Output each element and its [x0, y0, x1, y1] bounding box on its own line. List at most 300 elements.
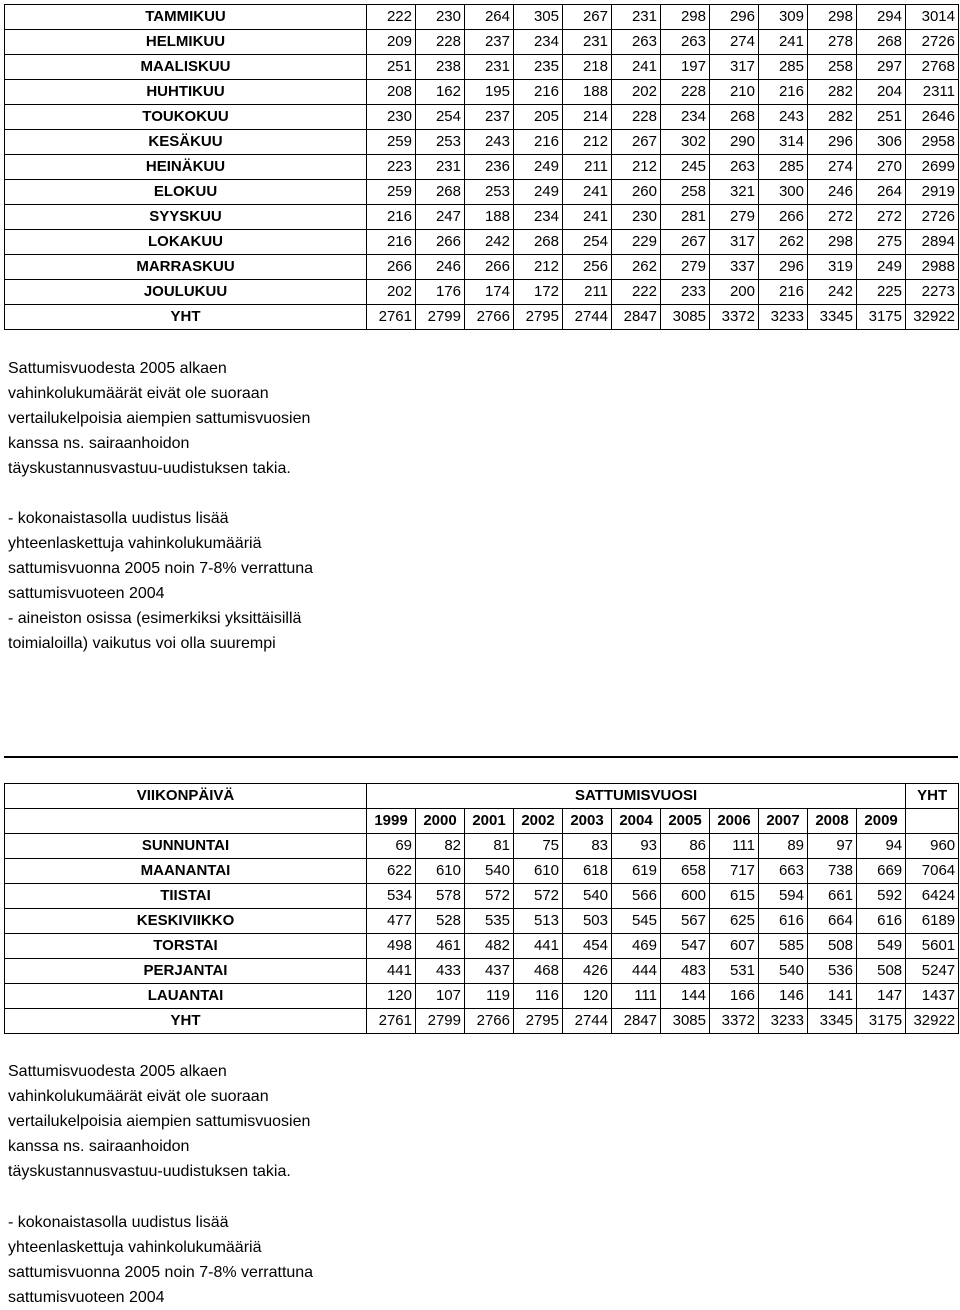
value-cell: 231 — [563, 30, 612, 55]
value-cell: 572 — [465, 884, 514, 909]
value-cell: 209 — [367, 30, 416, 55]
value-cell: 147 — [857, 984, 906, 1009]
value-cell: 437 — [465, 959, 514, 984]
value-cell: 216 — [367, 230, 416, 255]
value-cell: 162 — [416, 80, 465, 105]
value-cell: 205 — [514, 105, 563, 130]
value-cell: 616 — [857, 909, 906, 934]
note-line: yhteenlaskettuja vahinkolukumääriä — [8, 535, 262, 552]
year-header: 2002 — [514, 809, 563, 834]
value-cell: 216 — [759, 80, 808, 105]
value-cell: 251 — [857, 105, 906, 130]
value-cell: 337 — [710, 255, 759, 280]
value-cell: 2744 — [563, 305, 612, 330]
empty-cell — [906, 809, 959, 834]
year-header: 2006 — [710, 809, 759, 834]
value-cell: 241 — [612, 55, 661, 80]
value-cell: 211 — [563, 280, 612, 305]
value-cell: 317 — [710, 230, 759, 255]
value-cell: 275 — [857, 230, 906, 255]
row-label: HEINÄKUU — [5, 155, 367, 180]
value-cell: 266 — [759, 205, 808, 230]
weekday-table-body — [5, 834, 959, 1034]
value-cell: 195 — [465, 80, 514, 105]
row-label: LAUANTAI — [5, 984, 367, 1009]
value-cell: 32922 — [906, 1009, 959, 1034]
value-cell: 249 — [857, 255, 906, 280]
value-cell: 258 — [661, 180, 710, 205]
value-cell: 259 — [367, 180, 416, 205]
value-cell: 272 — [808, 205, 857, 230]
value-cell: 230 — [612, 205, 661, 230]
value-cell: 188 — [563, 80, 612, 105]
value-cell: 238 — [416, 55, 465, 80]
note-line: vahinkolukumäärät eivät ole suoraan — [8, 385, 269, 402]
value-cell: 305 — [514, 5, 563, 30]
value-cell: 2795 — [514, 1009, 563, 1034]
note-line: toimialoilla) vaikutus voi olla suurempi — [8, 635, 276, 652]
row-label: MARRASKUU — [5, 255, 367, 280]
value-cell: 610 — [416, 859, 465, 884]
value-cell: 119 — [465, 984, 514, 1009]
value-cell: 528 — [416, 909, 465, 934]
monthly-table-body — [5, 5, 959, 330]
value-cell: 3175 — [857, 1009, 906, 1034]
value-cell: 285 — [759, 55, 808, 80]
value-cell: 249 — [514, 155, 563, 180]
value-cell: 216 — [514, 80, 563, 105]
table-row — [5, 959, 959, 984]
value-cell: 2726 — [906, 30, 959, 55]
table-row — [5, 909, 959, 934]
value-cell: 321 — [710, 180, 759, 205]
value-cell: 230 — [367, 105, 416, 130]
value-cell: 592 — [857, 884, 906, 909]
value-cell: 253 — [465, 180, 514, 205]
value-cell: 237 — [465, 30, 514, 55]
value-cell: 281 — [661, 205, 710, 230]
value-cell: 267 — [661, 230, 710, 255]
row-label: MAALISKUU — [5, 55, 367, 80]
value-cell: 172 — [514, 280, 563, 305]
row-label: KESÄKUU — [5, 130, 367, 155]
table-row — [5, 280, 959, 305]
value-cell: 6189 — [906, 909, 959, 934]
value-cell: 278 — [808, 30, 857, 55]
value-cell: 268 — [514, 230, 563, 255]
value-cell: 176 — [416, 280, 465, 305]
value-cell: 251 — [367, 55, 416, 80]
value-cell: 1437 — [906, 984, 959, 1009]
value-cell: 210 — [710, 80, 759, 105]
value-cell: 309 — [759, 5, 808, 30]
value-cell: 317 — [710, 55, 759, 80]
note-block-4 — [8, 1210, 313, 1310]
value-cell: 454 — [563, 934, 612, 959]
value-cell: 222 — [612, 280, 661, 305]
header-total: YHT — [906, 784, 959, 809]
value-cell: 2847 — [612, 305, 661, 330]
note-line: sattumisvuonna 2005 noin 7-8% verrattuna — [8, 560, 314, 577]
value-cell: 111 — [612, 984, 661, 1009]
value-cell: 2768 — [906, 55, 959, 80]
value-cell: 230 — [416, 5, 465, 30]
value-cell: 3345 — [808, 305, 857, 330]
table-row — [5, 155, 959, 180]
value-cell: 296 — [808, 130, 857, 155]
value-cell: 298 — [661, 5, 710, 30]
value-cell: 302 — [661, 130, 710, 155]
value-cell: 262 — [759, 230, 808, 255]
row-label: TAMMIKUU — [5, 5, 367, 30]
value-cell: 264 — [465, 5, 514, 30]
value-cell: 572 — [514, 884, 563, 909]
value-cell: 222 — [367, 5, 416, 30]
value-cell: 247 — [416, 205, 465, 230]
value-cell: 540 — [759, 959, 808, 984]
value-cell: 120 — [563, 984, 612, 1009]
value-cell: 225 — [857, 280, 906, 305]
year-header: 2004 — [612, 809, 661, 834]
value-cell: 319 — [808, 255, 857, 280]
value-cell: 263 — [612, 30, 661, 55]
value-cell: 738 — [808, 859, 857, 884]
header-row-years — [5, 809, 959, 834]
note-line: sattumisvuonna 2005 noin 7-8% verrattuna — [8, 1264, 314, 1281]
value-cell: 242 — [465, 230, 514, 255]
value-cell: 208 — [367, 80, 416, 105]
value-cell: 89 — [759, 834, 808, 859]
value-cell: 256 — [563, 255, 612, 280]
value-cell: 228 — [612, 105, 661, 130]
value-cell: 2273 — [906, 280, 959, 305]
row-label: ELOKUU — [5, 180, 367, 205]
value-cell: 661 — [808, 884, 857, 909]
value-cell: 69 — [367, 834, 416, 859]
value-cell: 298 — [808, 5, 857, 30]
value-cell: 469 — [612, 934, 661, 959]
value-cell: 594 — [759, 884, 808, 909]
table-row — [5, 1009, 959, 1034]
note-line: - kokonaistasolla uudistus lisää — [8, 510, 229, 527]
value-cell: 441 — [367, 959, 416, 984]
value-cell: 483 — [661, 959, 710, 984]
table-row — [5, 205, 959, 230]
value-cell: 107 — [416, 984, 465, 1009]
value-cell: 540 — [563, 884, 612, 909]
value-cell: 2311 — [906, 80, 959, 105]
value-cell: 503 — [563, 909, 612, 934]
value-cell: 498 — [367, 934, 416, 959]
value-cell: 204 — [857, 80, 906, 105]
note-line: täyskustannusvastuu-uudistuksen takia. — [8, 460, 291, 477]
value-cell: 297 — [857, 55, 906, 80]
value-cell: 536 — [808, 959, 857, 984]
table-row — [5, 255, 959, 280]
value-cell: 3085 — [661, 305, 710, 330]
value-cell: 535 — [465, 909, 514, 934]
value-cell: 214 — [563, 105, 612, 130]
table-row — [5, 130, 959, 155]
row-label: JOULUKUU — [5, 280, 367, 305]
header-accident-year: SATTUMISVUOSI — [367, 784, 906, 809]
note-line: sattumisvuoteen 2004 — [8, 585, 165, 602]
value-cell: 266 — [416, 230, 465, 255]
value-cell: 2726 — [906, 205, 959, 230]
value-cell: 241 — [759, 30, 808, 55]
note-line: sattumisvuoteen 2004 — [8, 1289, 165, 1306]
value-cell: 545 — [612, 909, 661, 934]
value-cell: 245 — [661, 155, 710, 180]
year-header: 2000 — [416, 809, 465, 834]
value-cell: 197 — [661, 55, 710, 80]
value-cell: 200 — [710, 280, 759, 305]
value-cell: 254 — [416, 105, 465, 130]
value-cell: 282 — [808, 105, 857, 130]
year-header: 1999 — [367, 809, 416, 834]
value-cell: 298 — [808, 230, 857, 255]
value-cell: 216 — [759, 280, 808, 305]
row-label: YHT — [5, 305, 367, 330]
row-label: TOUKOKUU — [5, 105, 367, 130]
value-cell: 242 — [808, 280, 857, 305]
value-cell: 426 — [563, 959, 612, 984]
value-cell: 241 — [563, 205, 612, 230]
note-line: kanssa ns. sairaanhoidon — [8, 1138, 190, 1155]
value-cell: 290 — [710, 130, 759, 155]
value-cell: 268 — [710, 105, 759, 130]
value-cell: 243 — [759, 105, 808, 130]
value-cell: 86 — [661, 834, 710, 859]
value-cell: 266 — [367, 255, 416, 280]
value-cell: 3085 — [661, 1009, 710, 1034]
value-cell: 236 — [465, 155, 514, 180]
value-cell: 262 — [612, 255, 661, 280]
value-cell: 267 — [612, 130, 661, 155]
value-cell: 7064 — [906, 859, 959, 884]
weekday-accidents-table — [4, 783, 959, 1034]
value-cell: 2761 — [367, 305, 416, 330]
year-header: 2001 — [465, 809, 514, 834]
row-label: SUNNUNTAI — [5, 834, 367, 859]
value-cell: 188 — [465, 205, 514, 230]
note-line: Sattumisvuodesta 2005 alkaen — [8, 1063, 227, 1080]
value-cell: 314 — [759, 130, 808, 155]
value-cell: 144 — [661, 984, 710, 1009]
value-cell: 294 — [857, 5, 906, 30]
value-cell: 540 — [465, 859, 514, 884]
note-line: - aineiston osissa (esimerkiksi yksittäisillä — [8, 610, 302, 627]
value-cell: 2766 — [465, 305, 514, 330]
value-cell: 260 — [612, 180, 661, 205]
value-cell: 212 — [612, 155, 661, 180]
value-cell: 619 — [612, 859, 661, 884]
value-cell: 468 — [514, 959, 563, 984]
value-cell: 202 — [612, 80, 661, 105]
table-row — [5, 180, 959, 205]
row-label: TORSTAI — [5, 934, 367, 959]
table-row — [5, 305, 959, 330]
value-cell: 578 — [416, 884, 465, 909]
value-cell: 3372 — [710, 305, 759, 330]
table-row — [5, 55, 959, 80]
value-cell: 228 — [661, 80, 710, 105]
value-cell: 2699 — [906, 155, 959, 180]
value-cell: 433 — [416, 959, 465, 984]
value-cell: 2744 — [563, 1009, 612, 1034]
note-line: Sattumisvuodesta 2005 alkaen — [8, 360, 227, 377]
note-line: yhteenlaskettuja vahinkolukumääriä — [8, 1239, 262, 1256]
value-cell: 282 — [808, 80, 857, 105]
value-cell: 2919 — [906, 180, 959, 205]
value-cell: 547 — [661, 934, 710, 959]
note-line: vahinkolukumäärät eivät ole suoraan — [8, 1088, 269, 1105]
value-cell: 234 — [514, 205, 563, 230]
table-row — [5, 984, 959, 1009]
value-cell: 228 — [416, 30, 465, 55]
value-cell: 231 — [465, 55, 514, 80]
value-cell: 477 — [367, 909, 416, 934]
value-cell: 263 — [710, 155, 759, 180]
value-cell: 211 — [563, 155, 612, 180]
value-cell: 300 — [759, 180, 808, 205]
value-cell: 2847 — [612, 1009, 661, 1034]
note-line: - kokonaistasolla uudistus lisää — [8, 1214, 229, 1231]
header-weekday: VIIKONPÄIVÄ — [5, 784, 367, 809]
value-cell: 234 — [514, 30, 563, 55]
note-line: täyskustannusvastuu-uudistuksen takia. — [8, 1163, 291, 1180]
value-cell: 2958 — [906, 130, 959, 155]
value-cell: 249 — [514, 180, 563, 205]
value-cell: 566 — [612, 884, 661, 909]
value-cell: 306 — [857, 130, 906, 155]
year-header: 2003 — [563, 809, 612, 834]
value-cell: 216 — [514, 130, 563, 155]
value-cell: 296 — [710, 5, 759, 30]
value-cell: 97 — [808, 834, 857, 859]
value-cell: 82 — [416, 834, 465, 859]
year-header: 2009 — [857, 809, 906, 834]
value-cell: 268 — [857, 30, 906, 55]
value-cell: 600 — [661, 884, 710, 909]
value-cell: 264 — [857, 180, 906, 205]
value-cell: 234 — [661, 105, 710, 130]
value-cell: 3233 — [759, 305, 808, 330]
value-cell: 3014 — [906, 5, 959, 30]
value-cell: 567 — [661, 909, 710, 934]
monthly-accidents-table — [4, 4, 959, 330]
table-row — [5, 80, 959, 105]
value-cell: 2646 — [906, 105, 959, 130]
value-cell: 111 — [710, 834, 759, 859]
note-line: kanssa ns. sairaanhoidon — [8, 435, 190, 452]
value-cell: 254 — [563, 230, 612, 255]
table-row — [5, 105, 959, 130]
value-cell: 2761 — [367, 1009, 416, 1034]
value-cell: 2894 — [906, 230, 959, 255]
value-cell: 259 — [367, 130, 416, 155]
value-cell: 296 — [759, 255, 808, 280]
table-row — [5, 834, 959, 859]
value-cell: 279 — [710, 205, 759, 230]
value-cell: 610 — [514, 859, 563, 884]
value-cell: 658 — [661, 859, 710, 884]
value-cell: 2799 — [416, 305, 465, 330]
row-label: PERJANTAI — [5, 959, 367, 984]
value-cell: 141 — [808, 984, 857, 1009]
value-cell: 2988 — [906, 255, 959, 280]
value-cell: 218 — [563, 55, 612, 80]
row-label: KESKIVIIKKO — [5, 909, 367, 934]
value-cell: 2795 — [514, 305, 563, 330]
header-row-1 — [5, 784, 959, 809]
value-cell: 233 — [661, 280, 710, 305]
row-label: YHT — [5, 1009, 367, 1034]
year-header: 2007 — [759, 809, 808, 834]
row-label: MAANANTAI — [5, 859, 367, 884]
value-cell: 241 — [563, 180, 612, 205]
value-cell: 508 — [857, 959, 906, 984]
value-cell: 93 — [612, 834, 661, 859]
value-cell: 2766 — [465, 1009, 514, 1034]
value-cell: 3175 — [857, 305, 906, 330]
value-cell: 267 — [563, 5, 612, 30]
value-cell: 75 — [514, 834, 563, 859]
value-cell: 585 — [759, 934, 808, 959]
value-cell: 212 — [514, 255, 563, 280]
row-label: LOKAKUU — [5, 230, 367, 255]
value-cell: 3233 — [759, 1009, 808, 1034]
value-cell: 531 — [710, 959, 759, 984]
value-cell: 231 — [612, 5, 661, 30]
value-cell: 625 — [710, 909, 759, 934]
empty-cell — [5, 809, 367, 834]
note-line: vertailukelpoisia aiempien sattumisvuosien — [8, 1113, 311, 1130]
value-cell: 243 — [465, 130, 514, 155]
value-cell: 237 — [465, 105, 514, 130]
table-row — [5, 934, 959, 959]
value-cell: 235 — [514, 55, 563, 80]
value-cell: 618 — [563, 859, 612, 884]
value-cell: 513 — [514, 909, 563, 934]
value-cell: 2799 — [416, 1009, 465, 1034]
value-cell: 268 — [416, 180, 465, 205]
value-cell: 272 — [857, 205, 906, 230]
table-row — [5, 230, 959, 255]
year-header: 2008 — [808, 809, 857, 834]
value-cell: 622 — [367, 859, 416, 884]
value-cell: 202 — [367, 280, 416, 305]
value-cell: 279 — [661, 255, 710, 280]
value-cell: 717 — [710, 859, 759, 884]
value-cell: 32922 — [906, 305, 959, 330]
value-cell: 146 — [759, 984, 808, 1009]
value-cell: 212 — [563, 130, 612, 155]
note-block-1 — [8, 356, 310, 481]
value-cell: 246 — [808, 180, 857, 205]
row-label: HUHTIKUU — [5, 80, 367, 105]
note-line: vertailukelpoisia aiempien sattumisvuosien — [8, 410, 311, 427]
note-block-2 — [8, 506, 313, 656]
row-label: SYYSKUU — [5, 205, 367, 230]
value-cell: 274 — [808, 155, 857, 180]
value-cell: 270 — [857, 155, 906, 180]
value-cell: 83 — [563, 834, 612, 859]
value-cell: 549 — [857, 934, 906, 959]
table-row — [5, 859, 959, 884]
value-cell: 5247 — [906, 959, 959, 984]
value-cell: 482 — [465, 934, 514, 959]
